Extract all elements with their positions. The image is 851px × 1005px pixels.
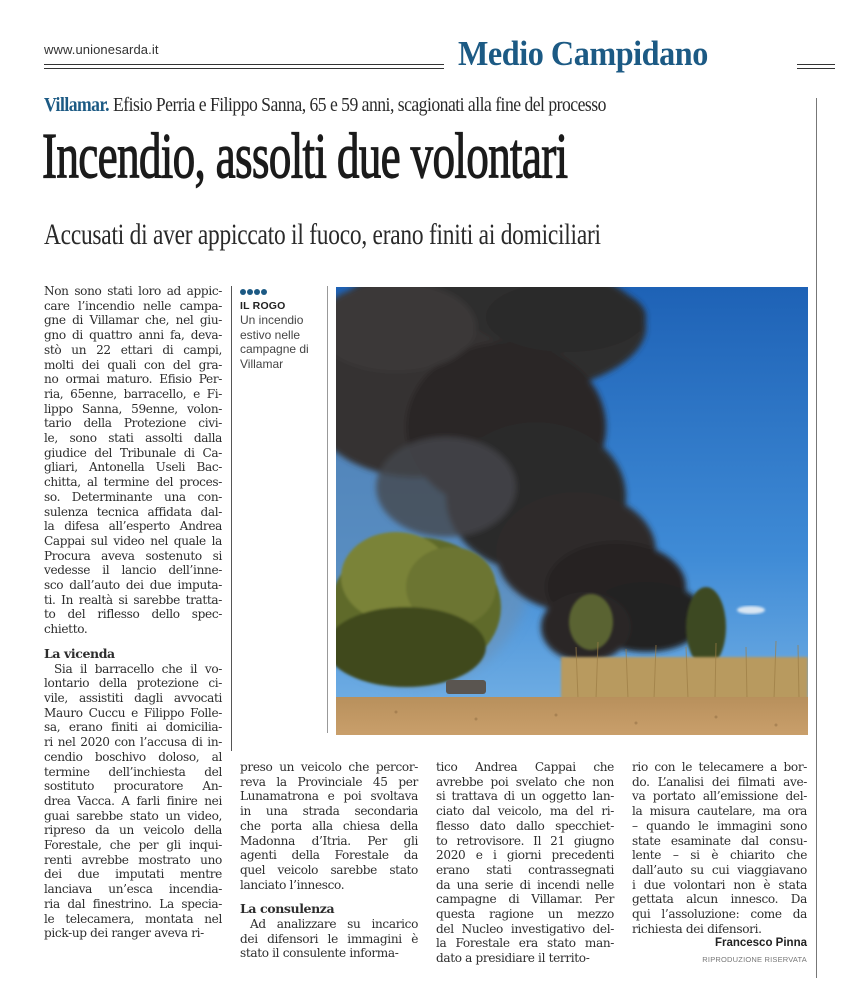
text-line: chietto. [44,622,88,637]
fire-photo-illustration [336,287,808,735]
text-line: lanciava un’esca incendia- [44,882,222,897]
text-line: Non sono stati loro ad appic- [44,284,222,298]
text-line: ciato dal veicolo, ma del ri- [436,804,614,819]
text-line: la misura cautelare, ma ora [632,804,807,819]
text-line: sulenza tecnica affidata dal- [44,504,222,519]
text-line: sostituto procuratore An- [44,779,222,794]
text-line: le telecamera, montata nel [44,911,222,926]
column-divider [231,286,232,751]
caption-line: campagne di [240,342,309,356]
kicker-text: Efisio Perria e Filippo Sanna, 65 e 59 anni, scagionati alla fine del processo [112,94,606,116]
caption-divider [327,286,328,733]
text-line: in una strada secondaria [240,804,418,819]
text-line: 2020 e i giorni precedenti [436,848,614,863]
article-photo [336,287,808,735]
text-line: stato il consulente informa- [240,946,399,961]
text-line: termine dell’inchiesta del [44,764,222,779]
text-line: gliari, Antonella Useli Bac- [44,460,222,475]
text-line: lippo Sanna, 59enne, volon- [44,401,222,416]
text-line: i due volontari non è stata [632,877,807,892]
text-line: dei due imputati mentre [44,867,222,882]
article-paragraph [240,902,418,961]
text-line: si trattava di un oggetto lan- [436,789,614,804]
text-line: dall’auto su cui viaggiavano [632,862,807,877]
article-paragraph [436,760,614,966]
photo-caption [240,288,322,371]
section-subhead: La consulenza [240,901,335,917]
section-title: Medio Campidano [458,34,708,73]
text-line: pick-up dei ranger aveva ri- [44,926,204,941]
caption-line: Villamar [240,356,284,371]
caption-line: Un incendio [240,313,304,327]
text-line: reva la Provinciale 45 per [240,774,418,789]
text-line: care l’incendio nelle campa- [44,298,222,313]
text-line: flesso dato dallo specchiet- [436,818,614,833]
text-line: sa, erano finiti ai domicilia- [44,720,222,735]
text-line: preso un veicolo che percor- [240,760,418,774]
reeds [561,657,808,702]
subheadline: Accusati di aver appiccato il fuoco, erano finiti ai domiciliari [44,218,601,251]
text-line: ria, 65enne, barracello, e Fi- [44,386,222,401]
text-line: gettata alcun innesco. Da [632,892,807,907]
text-line: dei difensori le immagini è [240,931,418,946]
text-line: guai sarebbe stato un video, [44,808,222,823]
text-line: lanciato l’innesco. [240,877,345,892]
caption-dots-icon [240,288,322,297]
text-line: gne di Villamar che, nel giu- [44,313,222,328]
caption-label: IL ROGO [240,300,286,312]
text-line: agenti della Forestale da [240,848,418,863]
article-paragraph [44,284,222,637]
header-rule-right [797,64,835,69]
tree-left [336,532,501,687]
text-line: Procura aveva sostenuto si [44,548,222,563]
text-line: ria dal finestrino. La specia- [44,896,222,911]
text-line: rio con le telecamere a bor- [632,760,807,774]
text-line: renti avrebbe mostrato uno [44,852,222,867]
text-line: Mauro Cuccu e Filippo Folle- [44,705,222,720]
text-line: la difesa all’esperto Andrea [44,519,222,534]
text-line: ri nel 2020 con l’accusa di in- [44,735,222,750]
text-line: do. L’analisi dei filmati ave- [632,774,807,789]
text-line: stò un 22 ettari di campi, [44,342,222,357]
text-line: state esaminate dal consu- [632,833,807,848]
kicker [44,94,606,117]
article-column-2 [240,760,418,961]
text-line: campagne di Villamar. Per [436,892,614,907]
article-column-1 [44,284,222,941]
text-line: del Nucleo investigativo del- [436,921,614,936]
text-line: no ormai maturo. Efisio Per- [44,372,222,387]
text-line: vile, assistiti dagli avvocati [44,690,222,705]
text-line: Madonna d’Itria. Per gli [240,833,418,848]
caption-text [240,313,322,371]
text-line: erano stati contrassegnati [436,862,614,877]
text-line: Forestale, che per gli inqui- [44,838,222,853]
text-line: Ad analizzare su incarico [250,917,418,932]
text-line: va portato all’emissione del- [632,789,807,804]
text-line: le, sono stati assolti dalla [44,431,222,446]
article-column-4 [632,760,807,936]
text-line: – quando le immagini sono [632,818,807,833]
text-line: ti. In realtà si sarebbe tratta- [44,592,222,607]
byline: Francesco Pinna [714,937,807,949]
text-line: vedesse il lancio dell’inne- [44,563,222,578]
section-subhead: La vicenda [44,645,115,661]
kicker-place: Villamar. [44,94,110,116]
text-line: so. Determinante una con- [44,489,222,504]
text-line: drea Vacca. A farli finire nei [44,793,222,808]
copyright-notice: RIPRODUZIONE RISERVATA [702,955,807,964]
header-rule-left [44,64,444,69]
text-line: richiesta dei difensori. [632,921,762,936]
caption-line: estivo nelle [240,327,301,342]
text-line: cendio boschivo doloso, al [44,749,222,764]
text-line: giudice del Tribunale di Ca- [44,445,222,460]
text-line: gno di quattro anni fa, deva- [44,328,222,343]
text-line: Sia il barracello che il vo- [54,661,222,676]
text-line: tario della Protezione civi- [44,416,222,431]
text-line: chitta, al termine del proces- [44,475,222,490]
text-line: molti dei quali con del gra- [44,357,222,372]
headline: Incendio, assolti due volontari [42,120,568,193]
article-column-3 [436,760,614,966]
article-paragraph [632,760,807,936]
text-line: lente – si è chiarito che [632,848,807,863]
article-paragraph [44,647,222,941]
article-paragraph [240,760,418,892]
text-line: sco dall’auto dei due imputa- [44,578,222,593]
text-line: to retrovisore. Il 21 giugno [436,833,614,848]
text-line: quel veicolo sarebbe stato [240,862,418,877]
right-column-divider [816,98,817,978]
text-line: Lunamatrona e poi svoltava [240,789,418,804]
text-line: avrebbe poi svelato che non [436,774,614,789]
ground [336,697,808,735]
text-line: tico Andrea Cappai che [436,760,614,774]
site-url: www.unionesarda.it [44,42,159,57]
text-line: Cappai sul video nel quale la [44,533,222,548]
text-line: la Forestale era stato man- [436,936,614,951]
text-line: questa ragione un mezzo [436,907,614,922]
text-line: che porta alla chiesa della [240,818,418,833]
text-line: ripreso da un veicolo della [44,823,222,838]
text-line: qui l’assoluzione: come da [632,907,807,922]
text-line: lontario della protezione ci- [44,676,222,691]
text-line: to del riflesso dello spec- [44,607,222,622]
text-line: dato a presidiare il territo- [436,951,590,966]
car [446,680,486,694]
text-line: da una serie di incendi nelle [436,877,614,892]
